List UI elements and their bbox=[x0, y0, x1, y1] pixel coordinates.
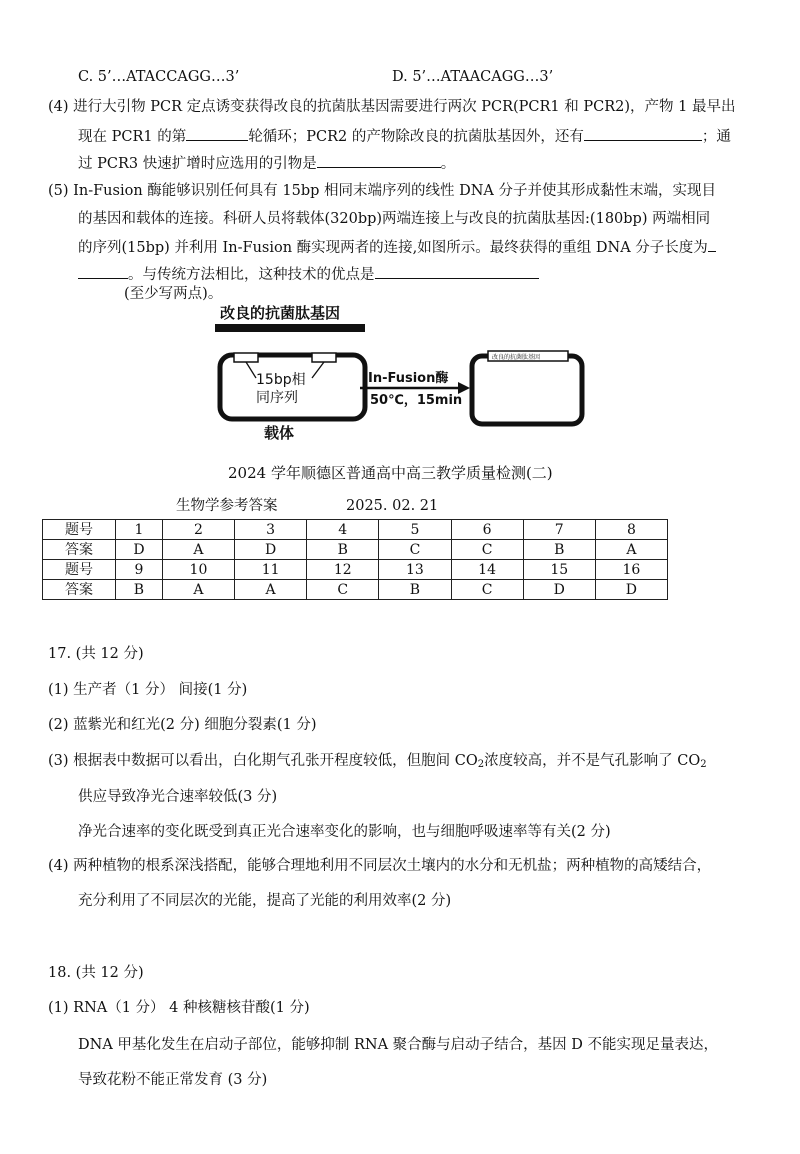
answer-cell: C bbox=[379, 540, 451, 560]
answer-cell: C bbox=[451, 580, 523, 600]
subscript-2: 2 bbox=[477, 759, 485, 770]
answer-cell: A bbox=[162, 540, 234, 560]
answer-cell: 3 bbox=[235, 520, 307, 540]
answer-blank bbox=[186, 125, 248, 141]
option-c: C. 5’…ATACCAGG…3’ bbox=[78, 69, 240, 85]
q18-answer-2-line-1: DNA 甲基化发生在启动子部位，能够抑制 RNA 聚合酶与启动子结合，基因 D 不能实现足量表达， bbox=[78, 1037, 719, 1053]
answer-cell: 6 bbox=[451, 520, 523, 540]
answer-cell: C bbox=[307, 580, 379, 600]
answer-title: 2024 学年顺德区普通高中高三教学质量检测(二) bbox=[228, 464, 553, 482]
answer-cell: B bbox=[523, 540, 595, 560]
q5-line-2: 的基因和载体的连接。科研人员将载体(320bp)两端连接上与改良的抗菌肽基因:(180bp) 两端相同 bbox=[78, 211, 711, 227]
q5-line-3-text: 的序列(15bp) 并利用 In-Fusion 酶实现两者的连接,如图所示。最终获得的重组 DNA 分子长度为 bbox=[78, 240, 708, 256]
row-header-cell: 答案 bbox=[43, 580, 116, 600]
q5-line-4-text: 。与传统方法相比，这种技术的优点是 bbox=[128, 267, 375, 283]
gene-label: 改良的抗菌肽基因 bbox=[220, 304, 341, 322]
q17-answer-3-line-3: 净光合速率的变化既受到真正光合速率变化的影响，也与细胞呼吸速率等有关(2 分) bbox=[78, 824, 611, 840]
table-row bbox=[43, 580, 668, 600]
answer-cell: B bbox=[307, 540, 379, 560]
answer-cell: D bbox=[116, 540, 163, 560]
q5-line-5: (至少写两点)。 bbox=[124, 286, 223, 302]
recombinant-insert-text: 改良的抗菌肽基因 bbox=[492, 354, 541, 361]
q17-answer-3-line-1 bbox=[48, 751, 707, 775]
answer-blank bbox=[78, 263, 128, 279]
answer-cell: A bbox=[235, 580, 307, 600]
row-header-cell: 答案 bbox=[43, 540, 116, 560]
condition-label: 50℃，15min bbox=[370, 393, 463, 408]
vector-label: 载体 bbox=[264, 424, 295, 442]
q4-line-3-text-a: 过 PCR3 快速扩增时应选用的引物是 bbox=[78, 156, 317, 172]
row-header-cell: 题号 bbox=[43, 560, 116, 580]
q4-line-2-text-b: 轮循环；PCR2 的产物除改良的抗菌肽基因外，还有 bbox=[248, 129, 584, 145]
q17-answer-4-line-1: (4) 两种植物的根系深浅搭配，能够合理地利用不同层次土壤内的水分和无机盐；两种植物的高矮结合， bbox=[48, 858, 712, 874]
option-d: D. 5’…ATAACAGG…3’ bbox=[392, 69, 554, 85]
q17-title: 17. (共 12 分) bbox=[48, 646, 144, 662]
answer-cell: 8 bbox=[595, 520, 667, 540]
answer-cell: B bbox=[116, 580, 163, 600]
q5-line-1: (5) In-Fusion 酶能够识别任何具有 15bp 相同末端序列的线性 DNA 分子并使其形成黏性末端，实现目 bbox=[48, 183, 717, 199]
q17-answer-1: (1) 生产者（1 分） 间接(1 分) bbox=[48, 682, 248, 698]
q18-answer-2-line-2: 导致花粉不能正常发育 (3 分) bbox=[78, 1072, 268, 1088]
gene-bar-icon bbox=[215, 324, 365, 332]
answer-cell: 10 bbox=[162, 560, 234, 580]
answer-cell: 1 bbox=[116, 520, 163, 540]
answer-cell: A bbox=[162, 580, 234, 600]
subscript-2: 2 bbox=[700, 759, 707, 770]
answer-date: 2025. 02. 21 bbox=[346, 498, 439, 514]
answer-blank bbox=[584, 125, 702, 141]
row-header-cell: 题号 bbox=[43, 520, 116, 540]
answer-cell: 7 bbox=[523, 520, 595, 540]
answer-cell: C bbox=[451, 540, 523, 560]
answer-cell: 12 bbox=[307, 560, 379, 580]
q18-title: 18. (共 12 分) bbox=[48, 965, 144, 981]
answer-cell: 13 bbox=[379, 560, 451, 580]
q4-line-2-text-a: 现在 PCR1 的第 bbox=[78, 129, 187, 145]
answer-cell: D bbox=[595, 580, 667, 600]
enzyme-label: In-Fusion酶 bbox=[368, 371, 449, 386]
table-row bbox=[43, 560, 668, 580]
answer-cell: 11 bbox=[235, 560, 307, 580]
q17-answer-3-line-2: 供应导致净光合速率较低(3 分) bbox=[78, 789, 278, 805]
answer-cell: 14 bbox=[451, 560, 523, 580]
q5-line-3 bbox=[78, 236, 716, 258]
answer-cell: A bbox=[595, 540, 667, 560]
homology-label-2: 同序列 bbox=[256, 390, 298, 406]
recombinant-plasmid-icon bbox=[472, 356, 582, 424]
pointer-line-right bbox=[312, 362, 324, 378]
answer-cell: D bbox=[523, 580, 595, 600]
answer-cell: 4 bbox=[307, 520, 379, 540]
q4-line-3 bbox=[78, 152, 455, 174]
table-row bbox=[43, 540, 668, 560]
homology-end-left-icon bbox=[234, 353, 258, 362]
answer-cell: 5 bbox=[379, 520, 451, 540]
q4-line-2-text-c: ；通 bbox=[701, 129, 731, 145]
answer-table bbox=[42, 519, 668, 600]
answer-cell: 9 bbox=[116, 560, 163, 580]
answer-cell: 15 bbox=[523, 560, 595, 580]
q17-a3-text-a: (3) 根据表中数据可以看出，白化期气孔张开程度较低，但胞间 CO bbox=[48, 753, 478, 769]
answer-cell: B bbox=[379, 580, 451, 600]
q4-line-1: (4) 进行大引物 PCR 定点诱变获得改良的抗菌肽基因需要进行两次 PCR(PCR1 和 PCR2)，产物 1 最早出 bbox=[48, 99, 736, 115]
q17-answer-4-line-2: 充分利用了不同层次的光能，提高了光能的利用效率(2 分) bbox=[78, 893, 452, 909]
table-row bbox=[43, 520, 668, 540]
answer-blank bbox=[375, 263, 539, 279]
q5-line-4 bbox=[78, 263, 539, 285]
answer-subject: 生物学参考答案 bbox=[176, 498, 278, 514]
in-fusion-figure bbox=[200, 300, 610, 445]
q4-line-2 bbox=[78, 125, 731, 147]
q4-line-3-text-b: 。 bbox=[440, 156, 456, 172]
homology-end-right-icon bbox=[312, 353, 336, 362]
answer-blank bbox=[708, 236, 716, 252]
q18-answer-1: (1) RNA（1 分） 4 种核糖核苷酸(1 分) bbox=[48, 1000, 310, 1016]
q17-answer-2: (2) 蓝紫光和红光(2 分) 细胞分裂素(1 分) bbox=[48, 717, 317, 733]
pointer-line-left bbox=[246, 362, 256, 378]
answer-blank bbox=[317, 152, 441, 168]
answer-cell: D bbox=[235, 540, 307, 560]
q17-a3-text-b: 浓度较高，并不是气孔影响了 CO bbox=[484, 753, 701, 769]
answer-cell: 2 bbox=[162, 520, 234, 540]
homology-label-1: 15bp相 bbox=[256, 372, 306, 388]
answer-cell: 16 bbox=[595, 560, 667, 580]
